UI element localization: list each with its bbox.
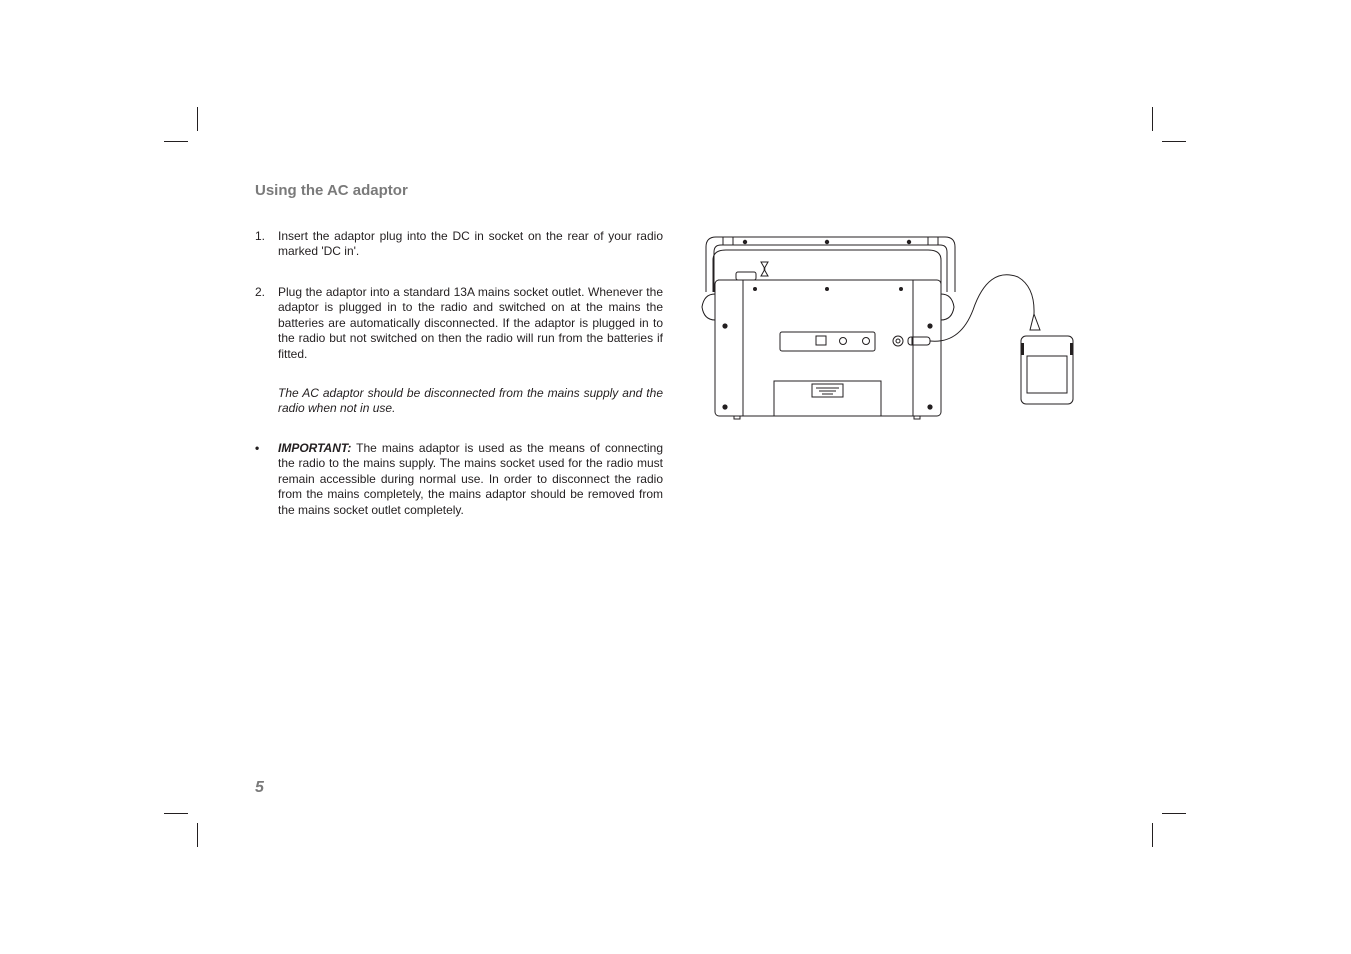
italic-note: The AC adaptor should be disconnected from the mains supply and the radio when not in use. <box>278 386 663 416</box>
crop-mark <box>197 107 198 131</box>
instruction-step <box>255 285 663 362</box>
crop-mark <box>164 813 188 814</box>
step-text: Plug the adaptor into a standard 13A mains socket outlet. Whenever the adaptor is plugged in to the radio and switched on at the mains the batteries are automatically disconnected. If the adaptor is plugged in to the radio but not switched on then the radio will run from the batteries if fitted. <box>278 285 663 361</box>
crop-mark <box>164 141 188 142</box>
page-number: 5 <box>255 779 264 796</box>
crop-mark <box>1162 141 1186 142</box>
instruction-step <box>255 229 663 260</box>
bullet-point: • <box>255 441 260 455</box>
step-number: 2. <box>255 285 266 299</box>
important-body: The mains adaptor is used as the means of connecting the radio to the mains supply. The mains socket used for the radio must remain accessible during normal use. In order to disconnect the radio from the mains completely, the mains adaptor should be removed from the mains socket outlet completely. <box>278 441 663 517</box>
step-text: Insert the adaptor plug into the DC in socket on the rear of your radio marked 'DC in'. <box>278 229 663 259</box>
step-number: 1. <box>255 229 266 243</box>
crop-mark <box>197 823 198 847</box>
crop-mark <box>1162 813 1186 814</box>
crop-mark <box>1152 823 1153 847</box>
crop-mark <box>1152 107 1153 131</box>
section-heading: Using the AC adaptor <box>255 182 408 199</box>
important-label: IMPORTANT: <box>278 441 352 455</box>
important-notice <box>255 441 663 518</box>
important-text <box>278 441 663 518</box>
radio-adaptor-illustration <box>698 232 1078 422</box>
